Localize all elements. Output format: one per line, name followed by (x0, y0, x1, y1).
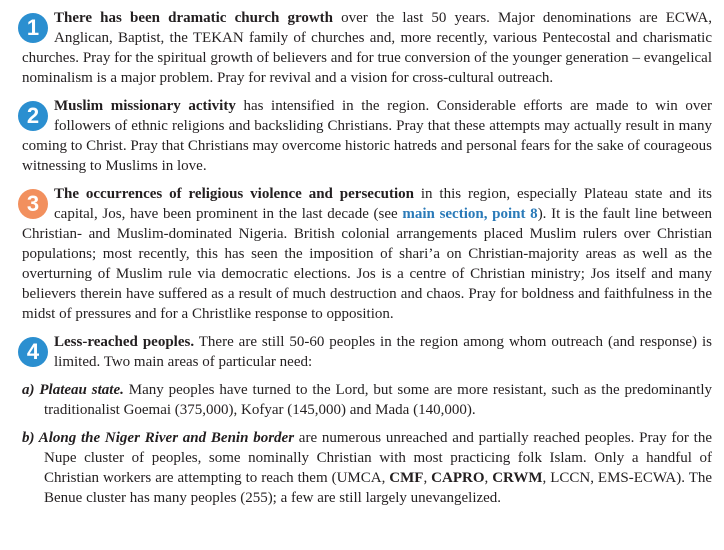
sub-point-a (22, 380, 712, 420)
point-text: in this region, especially Plateau state and its capital, Jos, have been prominent in the last decade (see (54, 186, 712, 222)
point-text: There are still 50-60 peoples in the region among whom outreach (and response) is limited. Two main areas of particular need: (54, 334, 712, 370)
point-lead: There has been dramatic church growth (54, 10, 334, 26)
point-lead: Muslim missionary activity (54, 98, 236, 114)
separator: , (484, 470, 493, 486)
prayer-point-3 (22, 184, 712, 324)
prayer-point-1 (22, 8, 712, 88)
point-lead: The occurrences of religious violence and persecution (54, 186, 414, 202)
point-number-badge: 1 (18, 13, 48, 43)
prayer-point-4 (22, 332, 712, 372)
sub-point-label: b) Along the Niger River and Benin border (22, 430, 295, 446)
point-lead: Less-reached peoples. (54, 334, 195, 350)
separator: , (423, 470, 432, 486)
org-cmf: CMF (389, 470, 424, 486)
sub-point-text: are numerous unreached and partially reached peoples. Pray for the Nupe cluster of peoples, some nominally Christian with most practicing folk Islam. Only a handful of Christian workers are attempting to reach them (UMCA, (44, 430, 712, 486)
sub-point-text: Many peoples have turned to the Lord, but some are more resistant, such as the predominantly traditionalist Goemai (375,000), Kofyar (145,000) and Mada (140,000). (44, 382, 712, 418)
point-text: over the last 50 years. Major denominations are ECWA, Anglican, Baptist, the TEKAN family of churches and, more recently, various Pentecostal and charismatic churches. Pray for the spiritual growth of believers and for true conversion of the younger generation – evangelical nominalism is a major problem. Pray for revival and a vision for cross-cultural outreach. (22, 10, 712, 86)
org-capro: CAPRO (431, 470, 485, 486)
prayer-point-2 (22, 96, 712, 176)
main-section-link[interactable]: main section, point 8 (402, 206, 538, 222)
point-number-badge: 2 (18, 101, 48, 131)
point-number-badge: 4 (18, 337, 48, 367)
point-text: ). It is the fault line between Christian- and Muslim-dominated Nigeria. British colonial arrangements placed Muslim rulers over Christian populations; most recently, this has seen the imposition of shari’a on Christian-majority areas as well as the overturning of Muslim rule via democratic elections. Jos is a centre of Christian ministry; Jos itself and many believers therein have suffered as a result of much destruction and chaos. Pray for boldness and faithfulness in the midst of pressures and for a Christlike response to opposition. (22, 206, 712, 322)
point-number-badge: 3 (18, 189, 48, 219)
sub-point-label: a) Plateau state. (22, 382, 124, 398)
sub-point-text: , LCCN, EMS-ECWA). The Benue cluster has many peoples (255); a few are still largely unevangelized. (44, 470, 713, 506)
point-text: has intensified in the region. Considerable efforts are made to win over followers of ethnic religions and backsliding Christians. Pray that these attempts may actually result in many coming to Christ. Pray that Christians may overcome historic hatreds and personal fears for the sake of courageous witnessing to Muslims in love. (22, 98, 713, 174)
sub-point-b (22, 428, 712, 508)
org-crwm: CRWM (492, 470, 543, 486)
